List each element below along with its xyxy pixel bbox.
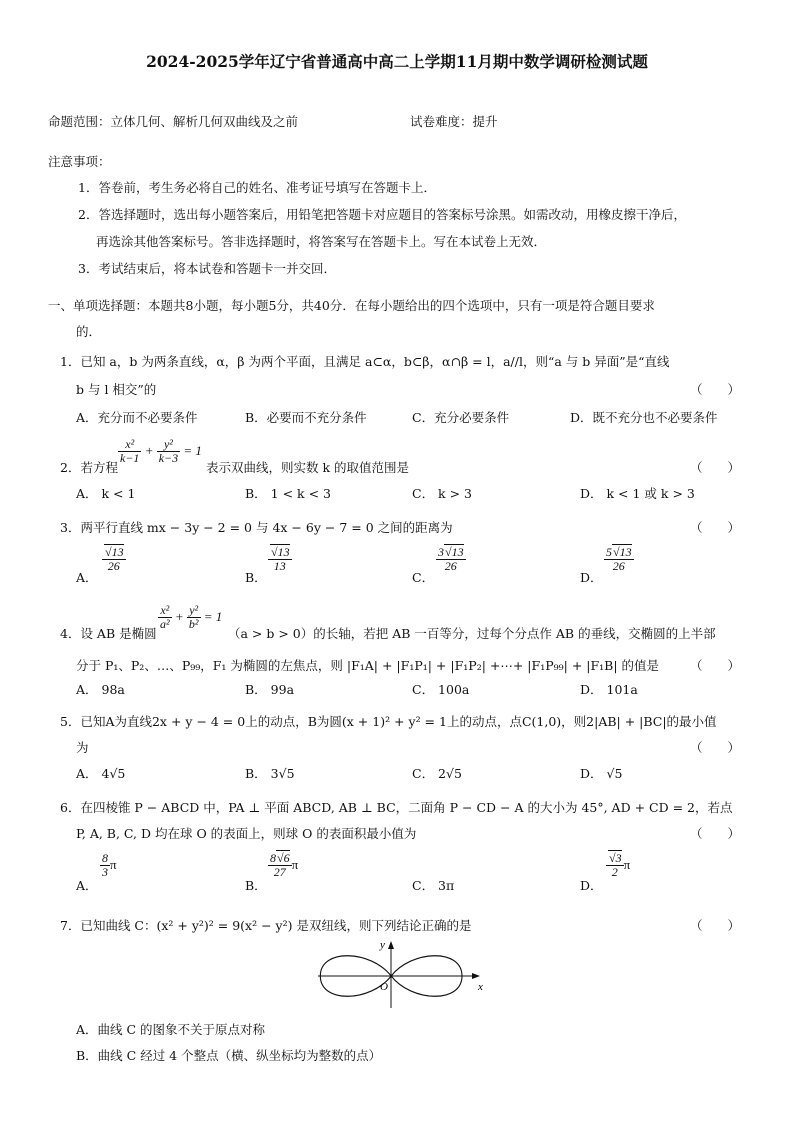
q2-option-a: A． k < 1: [76, 486, 136, 501]
q5-stem-cont: 为: [76, 740, 89, 755]
q1-option-b: B．必要而不充分条件: [245, 410, 367, 425]
q2-option-d: D． k < 1 或 k > 3: [580, 486, 695, 501]
q4-stem-pre: 4．设 AB 是椭圆: [60, 626, 157, 641]
q4-stem-cont: 分于 P₁、P₂、…、P₉₉，F₁ 为椭圆的左焦点，则 |F₁A| + |F₁P₁| + |F₁P₂| +⋯+ |F₁P₉₉| + |F₁B| 的值是: [76, 658, 660, 673]
q1-stem-cont: b 与 l 相交”的: [76, 382, 157, 397]
q3-answer-paren: （ ）: [690, 520, 741, 535]
y-axis-arrow: [388, 941, 394, 949]
q5-stem: 5．已知A为直线2x + y − 4 = 0上的动点，B为圆(x + 1)² + y² = 1上的动点，点C(1,0)，则2|AB| + |BC|的最小值: [60, 714, 717, 729]
q3-option-d: D．: [580, 570, 603, 585]
q6-option-a-value: $\frac{8}{3}$ π: [102, 851, 117, 879]
q7-option-a: A．曲线 C 的图象不关于原点对称: [76, 1022, 266, 1037]
q6-option-c: C． 3π: [412, 878, 455, 893]
scope-label: 命题范围：立体几何、解析几何双曲线及之前: [48, 114, 299, 129]
note-2-cont: 再选涂其他答案标号。答非选择题时，将答案写在答题卡上。写在本试卷上无效．: [96, 234, 547, 249]
origin-label: O: [380, 981, 388, 993]
q3-stem: 3．两平行直线 mx − 3y − 2 = 0 与 4x − 6y − 7 = 0 之间的距离为: [60, 520, 453, 535]
q3-option-b-value: $\frac{√13}{13}$: [268, 546, 292, 573]
q5-option-a: A． 4√5: [76, 766, 126, 781]
q4-option-d: D． 101a: [580, 682, 638, 697]
q4-option-b: B． 99a: [245, 682, 295, 697]
x-axis-arrow: [472, 973, 480, 979]
q1-stem: 1．已知 a，b 为两条直线，α，β 为两个平面，且满足 a⊂α，b⊂β，α∩β = l，a//l，则“a 与 b 异面”是“直线: [60, 354, 670, 369]
q1-option-a: A．充分而不必要条件: [76, 410, 198, 425]
q3-option-b: B．: [245, 570, 267, 585]
q6-answer-paren: （ ）: [690, 826, 741, 841]
page-title: 2024-2025学年辽宁省普通高中高二上学期11月期中数学调研检测试题: [146, 52, 648, 71]
notes-heading: 注意事项：: [48, 154, 111, 169]
q4-option-c: C． 100a: [412, 682, 470, 697]
q4-answer-paren: （ ）: [690, 658, 741, 673]
lemniscate-figure: [318, 938, 488, 1010]
note-1: 1．答卷前，考生务必将自己的姓名、准考证号填写在答题卡上．: [78, 180, 436, 195]
section-heading: 一、单项选择题：本题共8小题，每小题5分，共40分．在每小题给出的四个选项中，只有一项是符合题目要求: [48, 298, 655, 313]
q1-option-c: C．充分必要条件: [412, 410, 510, 425]
q1-option-d: D．既不充分也不必要条件: [570, 410, 718, 425]
q7-answer-paren: （ ）: [690, 918, 741, 933]
q4-stem-post: （a > b > 0）的长轴，若把 AB 一百等分，过每个分点作 AB 的垂线，交椭圆的上半部: [228, 626, 716, 641]
q3-option-d-value: $\frac{5√13}{26}$: [606, 545, 632, 573]
section-heading-cont: 的．: [76, 324, 102, 339]
q2-option-b: B． 1 < k < 3: [245, 486, 331, 501]
q6-option-b: B．: [245, 878, 267, 893]
y-axis-label: y: [380, 939, 385, 951]
q4-ellipse-eq: $\frac{\text{x²}}{\text{a²}}$ + $\frac{\text{y²}}{\text{b²}}$ = 1: [160, 603, 223, 631]
q2-answer-paren: （ ）: [690, 460, 741, 475]
q5-option-c: C． 2√5: [412, 766, 462, 781]
q6-option-b-value: $\frac{8√6}{27}$ π: [270, 851, 299, 879]
q6-option-d-value: $\frac{√3}{2}$ π: [606, 852, 630, 879]
q5-option-d: D． √5: [580, 766, 623, 781]
q3-option-a-value: $\frac{√13}{26}$: [102, 546, 126, 573]
q7-option-b: B．曲线 C 经过 4 个整点（横、纵坐标均为整数的点）: [76, 1048, 382, 1063]
q6-stem-cont: P, A, B, C, D 均在球 O 的表面上，则球 O 的表面积最小值为: [76, 826, 417, 841]
note-2: 2．答选择题时，选出每小题答案后，用铅笔把答题卡对应题目的答案标号涂黑。如需改动，用橡皮擦干净后，: [78, 207, 686, 222]
q1-answer-paren: （ ）: [690, 382, 741, 397]
q6-stem: 6．在四棱锥 P − ABCD 中，PA ⊥ 平面 ABCD, AB ⊥ BC，二面角 P − CD − A 的大小为 45°, AD + CD = 2，若点: [60, 800, 733, 815]
q3-option-c: C．: [412, 570, 435, 585]
q2-pre: 2．若方程: [60, 460, 118, 475]
q2-post: 表示双曲线，则实数 k 的取值范围是: [206, 460, 410, 475]
q6-option-d: D．: [580, 878, 603, 893]
q7-stem: 7．已知曲线 C：(x² + y²)² = 9(x² − y²) 是双纽线，则下列结论正确的是: [60, 918, 472, 933]
q2-equation: $\frac{\text{x²}}{k-1}$ + $\frac{\text{y²}}{k-3}$ = 1: [120, 437, 202, 465]
x-axis-label: x: [478, 981, 483, 993]
q2-option-c: C． k > 3: [412, 486, 472, 501]
q3-option-c-value: $\frac{3√13}{26}$: [438, 545, 464, 573]
q3-option-a: A．: [76, 570, 98, 585]
q5-answer-paren: （ ）: [690, 740, 741, 755]
q5-option-b: B． 3√5: [245, 766, 295, 781]
note-3: 3．考试结束后，将本试卷和答题卡一并交回．: [78, 261, 336, 276]
q4-option-a: A． 98a: [76, 682, 125, 697]
difficulty-label: 试卷难度：提升: [410, 114, 498, 129]
q6-option-a: A．: [76, 878, 98, 893]
